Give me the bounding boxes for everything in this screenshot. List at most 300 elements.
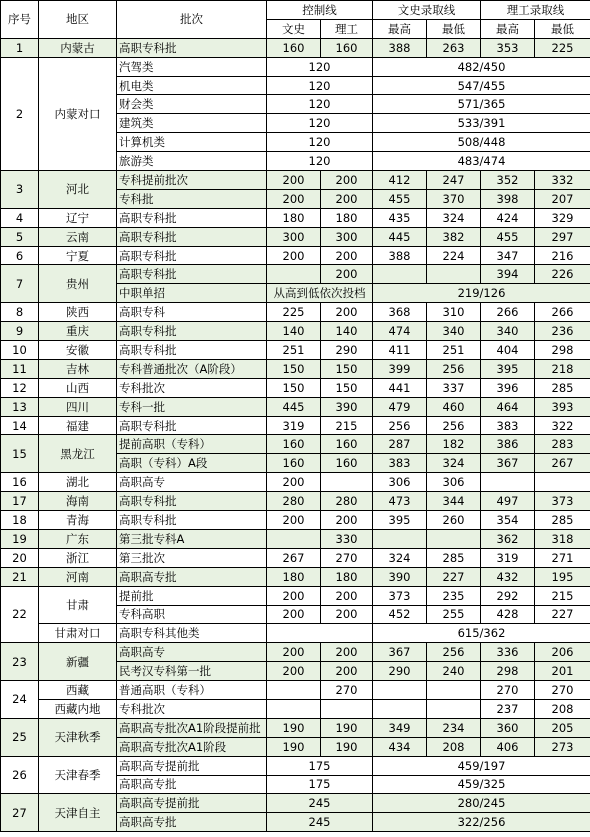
arts-min-cell: 324 [427, 454, 481, 473]
control-sci-cell: 160 [321, 435, 373, 454]
region-cell: 四川 [39, 397, 117, 416]
sci-max-cell: 237 [481, 699, 535, 718]
arts-max-cell [373, 681, 427, 700]
control-merged-cell: 从高到低依次投档 [267, 284, 373, 303]
arts-max-cell: 324 [373, 548, 427, 567]
arts-max-cell: 455 [373, 189, 427, 208]
control-sci-cell: 200 [321, 246, 373, 265]
region-cell: 甘肃 [39, 586, 117, 624]
control-arts-cell: 200 [267, 662, 321, 681]
control-sci-cell [321, 699, 373, 718]
sci-max-cell: 404 [481, 341, 535, 360]
arts-max-cell: 434 [373, 737, 427, 756]
admission-merged-cell: 482/450 [373, 57, 590, 76]
control-arts-cell: 150 [267, 378, 321, 397]
arts-min-cell: 256 [427, 359, 481, 378]
arts-min-cell: 340 [427, 322, 481, 341]
region-cell: 天津春季 [39, 756, 117, 794]
batch-cell: 高职高专提前批 [117, 794, 267, 813]
sci-max-cell: 347 [481, 246, 535, 265]
region-cell: 广东 [39, 529, 117, 548]
seq-cell: 24 [1, 681, 39, 719]
sci-max-cell: 497 [481, 492, 535, 511]
sci-max-cell: 455 [481, 227, 535, 246]
arts-min-cell: 382 [427, 227, 481, 246]
region-cell: 天津自主 [39, 794, 117, 832]
sci-max-cell: 395 [481, 359, 535, 378]
batch-cell: 提前批 [117, 586, 267, 605]
control-sci-cell: 200 [321, 662, 373, 681]
admission-merged-cell: 219/126 [373, 284, 590, 303]
seq-cell: 21 [1, 567, 39, 586]
arts-min-cell: 208 [427, 737, 481, 756]
arts-min-cell: 255 [427, 605, 481, 624]
arts-min-cell: 234 [427, 718, 481, 737]
arts-max-cell: 388 [373, 246, 427, 265]
control-arts-cell: 160 [267, 435, 321, 454]
control-arts-cell: 180 [267, 208, 321, 227]
seq-cell: 23 [1, 643, 39, 681]
control-arts-cell: 251 [267, 341, 321, 360]
control-arts-cell [267, 265, 321, 284]
header-arts-admission: 文史录取线 [373, 1, 481, 20]
region-cell: 贵州 [39, 265, 117, 303]
control-merged-cell: 175 [267, 775, 373, 794]
admission-merged-cell: 280/245 [373, 794, 590, 813]
seq-cell: 3 [1, 171, 39, 209]
arts-max-cell: 373 [373, 586, 427, 605]
batch-cell: 高职专科批 [117, 492, 267, 511]
arts-min-cell: 370 [427, 189, 481, 208]
sci-min-cell: 270 [535, 681, 590, 700]
arts-min-cell: 224 [427, 246, 481, 265]
sci-min-cell: 225 [535, 38, 590, 57]
control-sci-cell: 300 [321, 227, 373, 246]
sci-min-cell: 298 [535, 341, 590, 360]
arts-min-cell: 285 [427, 548, 481, 567]
control-arts-cell: 200 [267, 511, 321, 530]
arts-min-cell [427, 265, 481, 284]
control-sci-cell: 280 [321, 492, 373, 511]
arts-min-cell [427, 681, 481, 700]
arts-max-cell: 445 [373, 227, 427, 246]
region-cell: 海南 [39, 492, 117, 511]
seq-cell: 25 [1, 718, 39, 756]
arts-min-cell: 235 [427, 586, 481, 605]
control-arts-cell: 190 [267, 718, 321, 737]
arts-max-cell: 411 [373, 341, 427, 360]
table-row [1, 378, 590, 397]
seq-cell: 8 [1, 303, 39, 322]
batch-cell: 专科一批 [117, 397, 267, 416]
control-merged-cell: 120 [267, 57, 373, 76]
arts-min-cell: 337 [427, 378, 481, 397]
seq-cell: 2 [1, 57, 39, 170]
sci-max-cell: 354 [481, 511, 535, 530]
table-row [1, 265, 590, 284]
seq-cell: 15 [1, 435, 39, 473]
control-sci-cell: 160 [321, 454, 373, 473]
control-sci-cell: 270 [321, 548, 373, 567]
control-sci-cell: 330 [321, 529, 373, 548]
table-row [1, 435, 590, 454]
arts-min-cell: 344 [427, 492, 481, 511]
sci-max-cell: 292 [481, 586, 535, 605]
batch-cell: 高职高专批 [117, 775, 267, 794]
region-cell: 安徽 [39, 341, 117, 360]
control-merged-cell: 175 [267, 756, 373, 775]
batch-cell: 汽驾类 [117, 57, 267, 76]
seq-cell: 6 [1, 246, 39, 265]
admission-merged-cell: 571/365 [373, 95, 590, 114]
sci-max-cell: 424 [481, 208, 535, 227]
control-sci-cell: 390 [321, 397, 373, 416]
sci-min-cell: 215 [535, 586, 590, 605]
region-cell: 重庆 [39, 322, 117, 341]
arts-min-cell: 324 [427, 208, 481, 227]
control-arts-cell: 200 [267, 171, 321, 190]
region-cell: 福建 [39, 416, 117, 435]
admission-merged-cell: 615/362 [373, 624, 590, 643]
table-row [1, 227, 590, 246]
arts-max-cell: 452 [373, 605, 427, 624]
admission-merged-cell: 533/391 [373, 114, 590, 133]
sci-min-cell: 318 [535, 529, 590, 548]
batch-cell: 第三批专科A [117, 529, 267, 548]
sci-max-cell: 398 [481, 189, 535, 208]
sci-max-cell: 464 [481, 397, 535, 416]
header-control-line: 控制线 [267, 1, 373, 20]
seq-cell: 19 [1, 529, 39, 548]
batch-cell: 高职高专批次A1阶段提前批 [117, 718, 267, 737]
seq-cell: 11 [1, 359, 39, 378]
arts-max-cell: 479 [373, 397, 427, 416]
control-arts-cell: 280 [267, 492, 321, 511]
control-arts-cell [267, 699, 321, 718]
control-arts-cell: 225 [267, 303, 321, 322]
sci-max-cell: 298 [481, 662, 535, 681]
batch-cell: 高职专科批 [117, 246, 267, 265]
sci-max-cell: 353 [481, 38, 535, 57]
arts-max-cell: 435 [373, 208, 427, 227]
sci-max-cell: 266 [481, 303, 535, 322]
admission-merged-cell: 547/455 [373, 76, 590, 95]
control-sci-cell: 160 [321, 38, 373, 57]
batch-cell: 高职高专批次A1阶段 [117, 737, 267, 756]
arts-min-cell: 306 [427, 473, 481, 492]
batch-cell: 民考汉专科第一批 [117, 662, 267, 681]
sci-min-cell: 373 [535, 492, 590, 511]
batch-cell: 高职专科批 [117, 265, 267, 284]
sci-min-cell: 285 [535, 511, 590, 530]
sci-min-cell: 226 [535, 265, 590, 284]
table-row [1, 38, 590, 57]
sci-min-cell: 267 [535, 454, 590, 473]
batch-cell: 高职专科批 [117, 511, 267, 530]
arts-min-cell: 182 [427, 435, 481, 454]
table-row [1, 624, 590, 643]
batch-cell: 专科批次 [117, 699, 267, 718]
seq-cell: 14 [1, 416, 39, 435]
region-cell: 宁夏 [39, 246, 117, 265]
region-cell: 河北 [39, 171, 117, 209]
table-row [1, 718, 590, 737]
control-arts-cell: 140 [267, 322, 321, 341]
header-ligong: 理工 [321, 19, 373, 38]
arts-max-cell: 390 [373, 567, 427, 586]
sci-min-cell: 195 [535, 567, 590, 586]
control-sci-cell [321, 473, 373, 492]
seq-cell: 27 [1, 794, 39, 832]
table-row [1, 643, 590, 662]
table-row [1, 756, 590, 775]
table-row [1, 794, 590, 813]
arts-max-cell [373, 529, 427, 548]
sci-max-cell: 394 [481, 265, 535, 284]
batch-cell: 高职专科批 [117, 38, 267, 57]
region-cell: 湖北 [39, 473, 117, 492]
control-sci-cell: 215 [321, 416, 373, 435]
sci-max-cell: 383 [481, 416, 535, 435]
table-row [1, 359, 590, 378]
control-merged-cell: 245 [267, 794, 373, 813]
arts-min-cell: 256 [427, 643, 481, 662]
region-cell: 黑龙江 [39, 435, 117, 473]
header-batch: 批次 [117, 1, 267, 39]
batch-cell: 旅游类 [117, 152, 267, 171]
control-sci-cell: 200 [321, 189, 373, 208]
sci-min-cell: 218 [535, 359, 590, 378]
sci-min-cell: 332 [535, 171, 590, 190]
sci-min-cell: 208 [535, 699, 590, 718]
sci-max-cell: 352 [481, 171, 535, 190]
sci-min-cell: 285 [535, 378, 590, 397]
admission-merged-cell: 483/474 [373, 152, 590, 171]
arts-max-cell: 441 [373, 378, 427, 397]
region-cell: 陕西 [39, 303, 117, 322]
seq-cell: 17 [1, 492, 39, 511]
table-row [1, 529, 590, 548]
table-row [1, 473, 590, 492]
batch-cell: 高职（专科）A段 [117, 454, 267, 473]
admission-merged-cell: 322/256 [373, 813, 590, 832]
sci-min-cell: 322 [535, 416, 590, 435]
batch-cell: 高职高专批 [117, 813, 267, 832]
seq-cell: 18 [1, 511, 39, 530]
seq-cell: 13 [1, 397, 39, 416]
arts-min-cell: 256 [427, 416, 481, 435]
batch-cell: 专科批 [117, 189, 267, 208]
header-seq: 序号 [1, 1, 39, 39]
sci-max-cell: 406 [481, 737, 535, 756]
seq-cell: 7 [1, 265, 39, 303]
control-sci-cell: 150 [321, 378, 373, 397]
arts-max-cell: 473 [373, 492, 427, 511]
sci-max-cell: 336 [481, 643, 535, 662]
arts-min-cell: 251 [427, 341, 481, 360]
sci-max-cell: 386 [481, 435, 535, 454]
batch-cell: 专科提前批次 [117, 171, 267, 190]
batch-cell: 高职专科批 [117, 227, 267, 246]
sci-min-cell: 227 [535, 605, 590, 624]
control-arts-cell: 200 [267, 586, 321, 605]
control-merged-cell: 120 [267, 114, 373, 133]
table-row [1, 681, 590, 700]
arts-min-cell [427, 699, 481, 718]
control-sci-cell: 200 [321, 511, 373, 530]
control-merged-cell: 120 [267, 95, 373, 114]
header-science-admission: 理工录取线 [481, 1, 590, 20]
sci-min-cell: 393 [535, 397, 590, 416]
control-arts-cell [267, 681, 321, 700]
region-cell: 浙江 [39, 548, 117, 567]
arts-min-cell [427, 529, 481, 548]
sci-min-cell: 236 [535, 322, 590, 341]
control-arts-cell: 445 [267, 397, 321, 416]
arts-max-cell: 290 [373, 662, 427, 681]
batch-cell: 高职专科 [117, 303, 267, 322]
control-merged-cell [267, 624, 373, 643]
control-arts-cell [267, 529, 321, 548]
batch-cell: 高职专科批 [117, 322, 267, 341]
region-cell: 甘肃对口 [39, 624, 117, 643]
seq-cell: 20 [1, 548, 39, 567]
header-arts-max: 最高 [373, 19, 427, 38]
admission-merged-cell: 459/325 [373, 775, 590, 794]
region-cell: 辽宁 [39, 208, 117, 227]
sci-max-cell: 340 [481, 322, 535, 341]
batch-cell: 提前高职（专科） [117, 435, 267, 454]
admission-merged-cell: 459/197 [373, 756, 590, 775]
sci-min-cell: 271 [535, 548, 590, 567]
control-sci-cell: 200 [321, 303, 373, 322]
sci-max-cell: 396 [481, 378, 535, 397]
arts-min-cell: 247 [427, 171, 481, 190]
arts-max-cell: 383 [373, 454, 427, 473]
control-arts-cell: 200 [267, 605, 321, 624]
seq-cell: 5 [1, 227, 39, 246]
table-row [1, 548, 590, 567]
arts-max-cell: 306 [373, 473, 427, 492]
region-cell: 山西 [39, 378, 117, 397]
batch-cell: 专科普通批次（A阶段） [117, 359, 267, 378]
control-arts-cell: 200 [267, 473, 321, 492]
sci-max-cell: 432 [481, 567, 535, 586]
batch-cell: 财会类 [117, 95, 267, 114]
control-merged-cell: 120 [267, 76, 373, 95]
sci-min-cell: 205 [535, 718, 590, 737]
sci-max-cell: 362 [481, 529, 535, 548]
table-row [1, 416, 590, 435]
control-sci-cell: 290 [321, 341, 373, 360]
seq-cell: 10 [1, 341, 39, 360]
batch-cell: 高职专科其他类 [117, 624, 267, 643]
sci-min-cell: 297 [535, 227, 590, 246]
batch-cell: 高职高专批 [117, 567, 267, 586]
region-cell: 西藏内地 [39, 699, 117, 718]
seq-cell: 9 [1, 322, 39, 341]
header-region: 地区 [39, 1, 117, 39]
sci-min-cell: 283 [535, 435, 590, 454]
arts-max-cell: 349 [373, 718, 427, 737]
sci-min-cell: 207 [535, 189, 590, 208]
sci-min-cell: 329 [535, 208, 590, 227]
control-arts-cell: 180 [267, 567, 321, 586]
batch-cell: 建筑类 [117, 114, 267, 133]
sci-min-cell: 206 [535, 643, 590, 662]
control-arts-cell: 160 [267, 454, 321, 473]
arts-max-cell [373, 699, 427, 718]
control-sci-cell: 180 [321, 567, 373, 586]
table-row [1, 341, 590, 360]
arts-max-cell: 256 [373, 416, 427, 435]
control-merged-cell: 120 [267, 152, 373, 171]
table-row [1, 57, 590, 76]
header-sci-max: 最高 [481, 19, 535, 38]
control-sci-cell: 150 [321, 359, 373, 378]
table-row [1, 322, 590, 341]
sci-min-cell: 273 [535, 737, 590, 756]
table-row [1, 567, 590, 586]
batch-cell: 中职单招 [117, 284, 267, 303]
control-sci-cell: 200 [321, 171, 373, 190]
arts-max-cell: 388 [373, 38, 427, 57]
batch-cell: 普通高职（专科） [117, 681, 267, 700]
table-row [1, 208, 590, 227]
control-arts-cell: 267 [267, 548, 321, 567]
arts-max-cell: 399 [373, 359, 427, 378]
control-sci-cell: 180 [321, 208, 373, 227]
table-row [1, 397, 590, 416]
control-sci-cell: 200 [321, 605, 373, 624]
header-arts-min: 最低 [427, 19, 481, 38]
arts-min-cell: 263 [427, 38, 481, 57]
arts-min-cell: 310 [427, 303, 481, 322]
control-sci-cell: 190 [321, 737, 373, 756]
control-arts-cell: 200 [267, 189, 321, 208]
control-merged-cell: 245 [267, 813, 373, 832]
region-cell: 青海 [39, 511, 117, 530]
control-arts-cell: 150 [267, 359, 321, 378]
header-sci-min: 最低 [535, 19, 590, 38]
control-sci-cell: 200 [321, 586, 373, 605]
region-cell: 西藏 [39, 681, 117, 700]
batch-cell: 高职高专 [117, 473, 267, 492]
arts-max-cell: 395 [373, 511, 427, 530]
arts-max-cell: 474 [373, 322, 427, 341]
header-wenshi: 文史 [267, 19, 321, 38]
seq-cell: 16 [1, 473, 39, 492]
control-arts-cell: 160 [267, 38, 321, 57]
batch-cell: 专科高职 [117, 605, 267, 624]
batch-cell: 高职专科批 [117, 416, 267, 435]
table-row [1, 492, 590, 511]
table-row [1, 171, 590, 190]
seq-cell: 4 [1, 208, 39, 227]
arts-max-cell: 367 [373, 643, 427, 662]
batch-cell: 高职专科批 [117, 208, 267, 227]
region-cell: 云南 [39, 227, 117, 246]
table-row [1, 586, 590, 605]
batch-cell: 计算机类 [117, 133, 267, 152]
region-cell: 河南 [39, 567, 117, 586]
batch-cell: 第三批次 [117, 548, 267, 567]
arts-max-cell: 287 [373, 435, 427, 454]
region-cell: 吉林 [39, 359, 117, 378]
control-arts-cell: 300 [267, 227, 321, 246]
control-sci-cell: 200 [321, 643, 373, 662]
control-arts-cell: 200 [267, 246, 321, 265]
